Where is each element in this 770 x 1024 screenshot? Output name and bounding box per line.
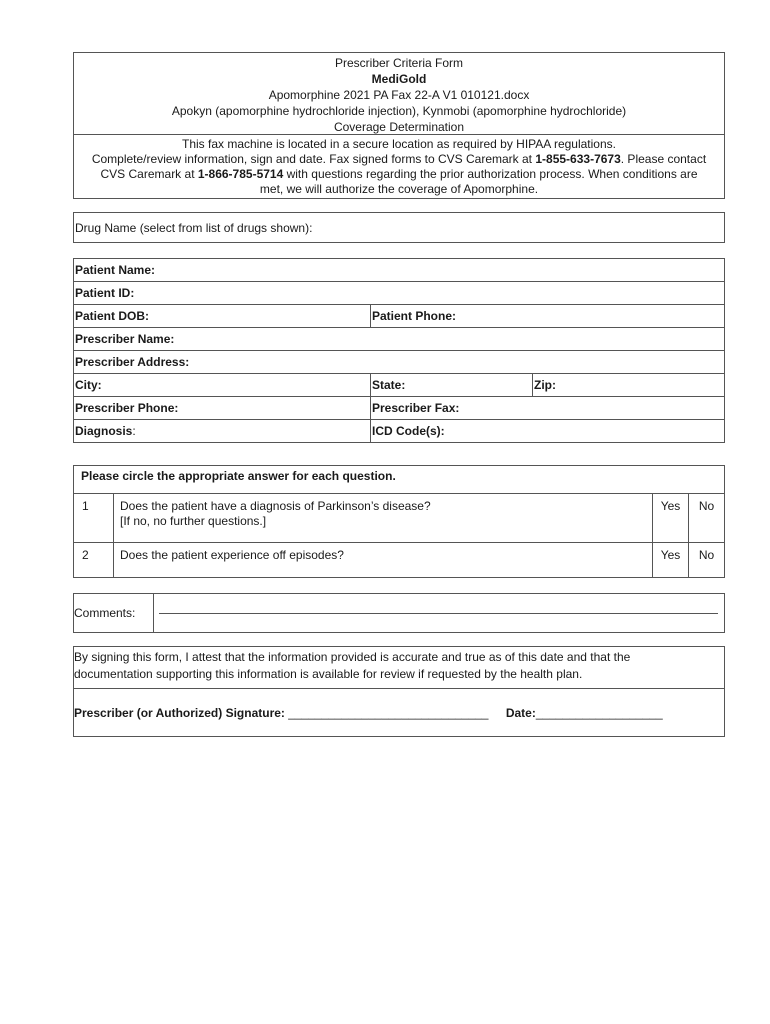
attestation-section bbox=[73, 646, 725, 737]
form-title: Prescriber Criteria Form bbox=[334, 56, 463, 70]
answer-yes[interactable]: Yes bbox=[653, 543, 689, 578]
comments-label: Comments: bbox=[74, 606, 136, 620]
answer-no[interactable]: No bbox=[689, 543, 725, 578]
answer-no[interactable]: No bbox=[689, 494, 725, 543]
comments-divider bbox=[153, 593, 154, 633]
question-number: 2 bbox=[74, 543, 114, 578]
question-text: Does the patient experience off episodes? bbox=[114, 543, 653, 578]
table-row bbox=[74, 351, 725, 374]
form-type: Coverage Determination bbox=[333, 120, 465, 134]
prescriber-phone-field[interactable]: Prescriber Phone: bbox=[74, 397, 371, 420]
icd-code-field[interactable]: ICD Code(s): bbox=[371, 420, 725, 443]
comments-input[interactable] bbox=[159, 613, 718, 614]
comments-section bbox=[73, 593, 725, 633]
drug-name-label: Drug Name (select from list of drugs shown): bbox=[75, 221, 313, 235]
drug-name-field[interactable] bbox=[73, 212, 725, 243]
patient-id-field[interactable]: Patient ID: bbox=[74, 282, 725, 305]
drug-list: Apokyn (apomorphine hydrochloride injection), Kynmobi (apomorphine hydrochloride) bbox=[171, 104, 627, 118]
date-label: Date: bbox=[505, 706, 536, 720]
divider bbox=[73, 688, 725, 689]
table-row bbox=[74, 282, 725, 305]
form-header bbox=[73, 52, 725, 135]
zip-field[interactable]: Zip: bbox=[533, 374, 725, 397]
table-row bbox=[74, 466, 725, 494]
table-row bbox=[74, 543, 725, 578]
patient-info-table bbox=[73, 258, 725, 443]
prescriber-name-field[interactable]: Prescriber Name: bbox=[74, 328, 725, 351]
table-row bbox=[74, 259, 725, 282]
answer-yes[interactable]: Yes bbox=[653, 494, 689, 543]
question-number: 1 bbox=[74, 494, 114, 543]
coverage-statement: met, we will authorize the coverage of Apomorphine. bbox=[259, 182, 539, 196]
table-row bbox=[74, 374, 725, 397]
city-field[interactable]: City: bbox=[74, 374, 371, 397]
questions-table bbox=[73, 465, 725, 578]
patient-dob-field[interactable]: Patient DOB: bbox=[74, 305, 371, 328]
contact-instructions: CVS Caremark at 1-866-785-5714 with questions regarding the prior authorization process. When conditions are bbox=[100, 167, 698, 181]
prescriber-address-field[interactable]: Prescriber Address: bbox=[74, 351, 725, 374]
prescriber-fax-field[interactable]: Prescriber Fax: bbox=[371, 397, 725, 420]
patient-name-field[interactable]: Patient Name: bbox=[74, 259, 725, 282]
table-row bbox=[74, 397, 725, 420]
plan-name: MediGold bbox=[371, 72, 427, 86]
question-text: Does the patient have a diagnosis of Parkinson’s disease? [If no, no further questions.] bbox=[114, 494, 653, 543]
questions-header: Please circle the appropriate answer for each question. bbox=[74, 466, 725, 494]
document-name: Apomorphine 2021 PA Fax 22-A V1 010121.docx bbox=[268, 88, 530, 102]
table-row bbox=[74, 494, 725, 543]
hipaa-notice: This fax machine is located in a secure location as required by HIPAA regulations. bbox=[181, 137, 616, 151]
state-field[interactable]: State: bbox=[371, 374, 533, 397]
patient-phone-field[interactable]: Patient Phone: bbox=[371, 305, 725, 328]
signature-label: Prescriber (or Authorized) Signature: bbox=[74, 706, 285, 720]
table-row bbox=[74, 328, 725, 351]
fax-number: 1-855-633-7673 bbox=[535, 152, 621, 166]
fax-notice bbox=[73, 134, 725, 199]
attestation-text: By signing this form, I attest that the information provided is accurate and true as of this date and that the documentation supporting this information is available for review if requested by the health plan. bbox=[74, 650, 631, 681]
signature-row bbox=[74, 706, 663, 720]
table-row bbox=[74, 305, 725, 328]
signature-line[interactable]: ______________________________ bbox=[288, 706, 489, 720]
date-line[interactable]: ___________________ bbox=[535, 706, 663, 720]
table-row bbox=[74, 420, 725, 443]
fax-instructions: Complete/review information, sign and date. Fax signed forms to CVS Caremark at 1-855-633-7673. Please contact bbox=[91, 152, 707, 166]
diagnosis-field[interactable]: Diagnosis: bbox=[74, 420, 371, 443]
phone-number: 1-866-785-5714 bbox=[197, 167, 284, 181]
